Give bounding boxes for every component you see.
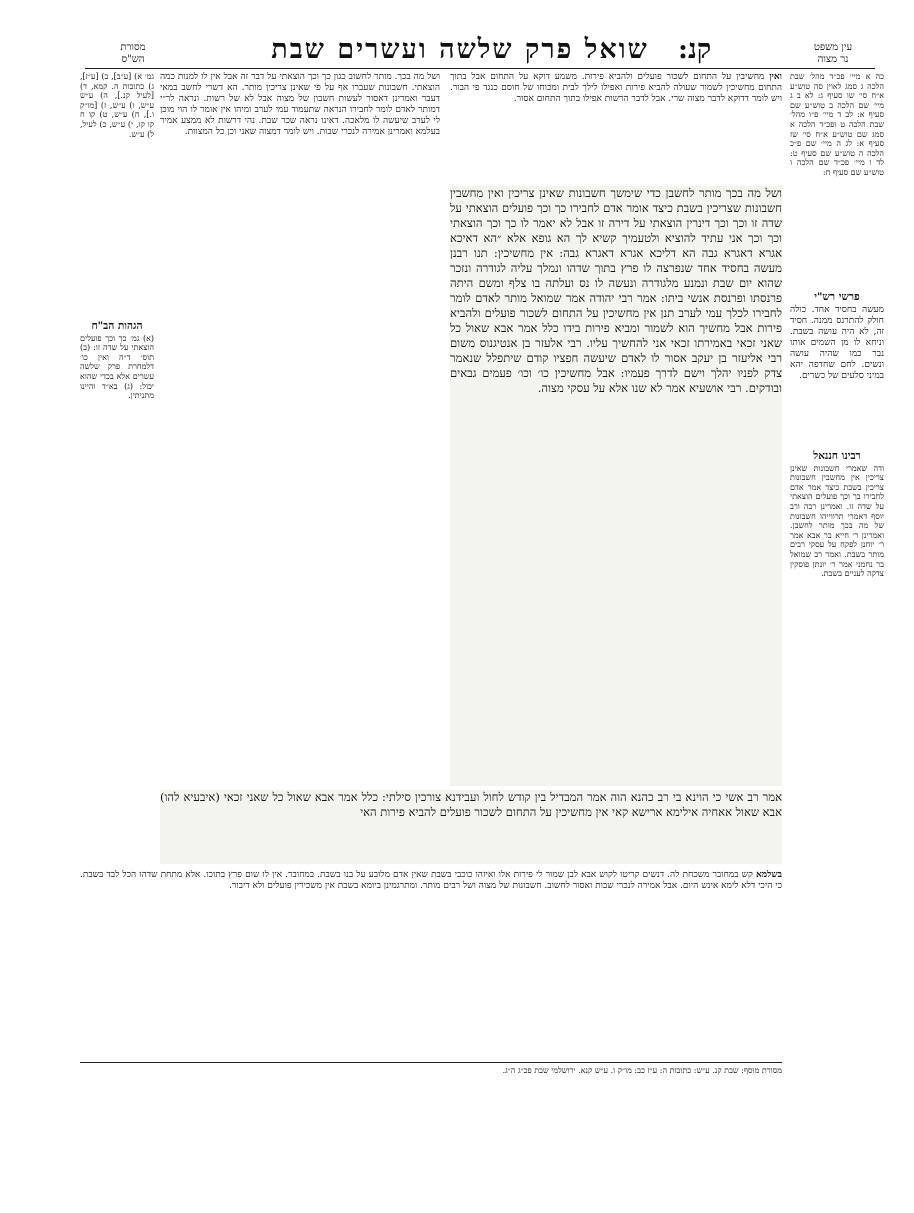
chapter-title: שואל פרק שלשה ועשרים שבת <box>271 34 649 65</box>
rashi-side-column <box>790 288 884 443</box>
hagahot-text: (א) גמ׳ כך וכך פועלים הוצאתי על שדה זו: (ב) תוס׳ ד״ה ואין כו׳ דלמחרת פרק שלשה עשרים אלא בכדי שהוא יכול: (ג) בא״ד והיינו מתניתין. <box>80 333 154 401</box>
commentary-top-label: ואין <box>769 72 782 82</box>
tosafot-column <box>160 72 440 788</box>
rashi-side-header: פרשי רש"י <box>814 291 860 303</box>
hagahot-header: הגהות הב"ח <box>91 320 143 332</box>
ein-mishpat-label-line2: נר מצוה <box>817 54 849 65</box>
ein-mishpat-column <box>790 72 884 282</box>
ein-mishpat-text: כה א מיי׳ פכ״ד מהל׳ שבת הלכה ג סמג לאוין סה טוש״ע א״ח סי׳ שו סעיף ג: לא ב ג מיי׳ שם הלכה ב טוש״ע שם סעיף א: לב ד מיי׳ פ״ו מהל׳ שבת הלכה ט ופכ״ד הלכה א סמג שם טוש״ע א״ח סי׳ שז סעיף א: לג ה מיי׳ שם פ״כ הלכה ה טוש״ע שם סעיף ט: לד ו מיי׳ פכ״ד שם הלכה ו טוש״ע שם סעיף ח: <box>790 72 884 177</box>
rabbenu-hananel-text: ודה שאמרי חשבונות שאינן צריכין אין מחשבין חשבונות צריכין בשבת כיצד אמר אדם לחבירו בך וכך פועלים הוצאתי על שדה זו. ואמרינן רבה ורב יוסף דאמרי תרווייהו חשבונות של מה בכך מותר לחשבן. ואמרינן ר׳ חייא בר אבא אמר ר׳ יוחנן לפקח על עסקי רבים מותר בשבת. ואמר רב שמואל בר נחמני אמר ר׳ יונתן פוסקין צדקה לעניים בשבת. <box>790 463 884 579</box>
masoret-label <box>88 42 178 66</box>
masoret-label-line1: מסורת <box>120 42 146 53</box>
rashi-bottom-text <box>80 870 782 892</box>
daf-number: קנ: <box>678 34 712 65</box>
gemara-bottom-column <box>160 790 782 864</box>
commentary-top-text <box>450 72 782 105</box>
rabbenu-hananel-header: רבינו חננאל <box>813 450 861 462</box>
rashi-side-text: מעשה בחסיד אחד. כולה חולק להתרנס ממנה. חסיד זה, לא היה עושה בשבת. וניחא לו מן השמים אותו נבר כמו שהיה עושה ונשים. לחם שחדפה יהא במיני סלעים של כשרים. <box>790 305 884 381</box>
footnote-rule <box>80 1062 782 1063</box>
tosafot-text: ושל מה בכך. מותר לחשוב כגון כך וכך הוצאתי על דבר זה אבל אין לו למנות כמה הוצאתי. חשבונות שעברו אף על פי שאינן צריכין מותר. הא דשרי לחשב במאי דעבר ואמרינן דאסור לעשות חשבון של מצוה אבל לא של רשות. ונראה לר״י דמותר לאדם לומר לחבירו הנראה שתעמוד עמי לערב ומיהו אין אומר לו הוי מוכן לי לערב שיעשה לו מלאכה. דאינו נראה שכר שבת. נהי דרשות לא ממצע אמיר בעלמא ואמרינן אמירה לנכרי שבות. ויש לומר דמצוה שאני וכן כל המצוות. <box>160 72 440 137</box>
rashi-bottom-label: בשלמא <box>755 870 782 880</box>
commentary-top-column <box>450 72 782 180</box>
masoret-label-line2: הש"ס <box>121 54 145 65</box>
gemara-text: ושל מה בכך מותר לחשבן כדי שימשך חשבונות שאינן צריכין ואין מחשבין חשבונות שצריכין בשבת כיצד אומר אדם לחבירו כך וכך פועלים הוצאתי על שדה זו וכך וכך דינרין הוצאתי על דירה זו אבל לא יאמר לו כך וכך הוצאתי וכך וכך אני עתיד להוציא ולטעמיך קשיא לך הא גופא אלא ״הא דאיכא אגרא דאגרא גבה הא דליכא אגרא דאגרא גבה: אין מחשיכין: תנו רבנן מעשה בחסיד אחד שנפרצה לו פרץ בתוך שדהו ונמלך עליה לגודרה ונזכר שהוא יום שבת ונמנע מלגודרה ונעשה לו נס ועלתה בו צלף ומשם היתה פרנסתו ופרנסת אנשי ביתו: אמר רבי יהודה אמר שמואל מותר לאדם לומר לחבירו לכלך עמי לערב תנן אין מחשיכין על התחום לשכור פועלים ולהביא פירות אבל מחשיך הוא לשמור ומביא פירות בידו כלל אמר אבא שאול כל שאני זכאי באמירתו זכאי אני להחשיך עליו. רבי אלעזר בן אנטיגנוס משום רבי אליעזר בן יעקב אסור לו לאדם שיעשה חפציו קודם שיתפלל שנאמר צדק לפניו יהלך וישם לדרך פעמיו: אבל מחשיכין כו׳ וכו׳ פעמים גבאים ובודקים. רבי אושעיא אמר לא שנו אלא על עסקי מצוה. <box>450 186 782 395</box>
rashi-bottom-column <box>80 870 782 1054</box>
commentary-top-body: מחשיבין על התחום לשכור פועלים ולהביא פירות. משמע דוקא על התחום אבל בתוך התחום מחשיכין לשמור שעולה להביא פירות ואפילו לילך לבית ומכוחו של חוסם כנגד פי הבור. ויש לומר דדוקא לדבר מצוה שרי. אבל לדבר הרשות אפילו בתוך התחום אסור. <box>450 72 782 104</box>
hagahot-column <box>80 318 154 478</box>
ein-mishpat-label-line1: עין משפט <box>813 42 853 53</box>
header-rule <box>85 68 875 69</box>
rabbenu-hananel-column <box>790 448 884 1096</box>
footnote-text: מסורת מוסף: שבת קנ. ע״ש: כתובות ה: ע״ז כב: מו״ק ו. ע״ש קנא. ירושלמי שבת פכ״ג ה״ג. <box>502 1066 782 1075</box>
ein-mishpat-label <box>788 42 878 66</box>
gemara-column <box>450 186 782 786</box>
page-header <box>0 28 914 68</box>
masoret-column <box>80 72 154 312</box>
footnote-column <box>80 1066 782 1110</box>
masoret-text: גמ׳ א) [ע״ב], ב) [ע״ז], ג) כתובות ה. קמא, ד) [לעיל קנ.], ה) ע״ש ע״ש, ו) ע״ש, ז) [מו״ק ו.], ח) ע״ש, ט) קו ח קו קו, י) ע״ש, כ) לעיל, ל) ע״ש. <box>80 72 154 139</box>
gemara-bottom-text: אמר רב אשי כי הוינא בי רב כהנא הוה אמר המבדיל בין קודש לחול ועבידנא צורכין סילתי: כלל אמר אבא שאול כל שאני זכאי (איבעיא להו) אבא שאול אאחיה אילימא ארישא קאי אין מחשיכין על התחום לשכור פועלים להביא פירות האי <box>160 790 782 819</box>
rashi-bottom-body: קש במחובר משכחת לה. דנשים קריטו לקוש אבא לבן שמור לי פירות אלו ואיזהו כוכבי בשבת שאין אדם מלובע על בנו בשבת. במחובר. אין לו שום פרץ בתוכו. אלא מתחת שדהו הכל לבד בשבת. כי היכי דלא לימא אינש היום. אבל אמירה לנכרי שבות ואסור לחשוב. חשבונות של מצוה ושל רבים מותר. ומתרגמינן ביומא בשבת אין משכירין פועלים ולא דיבור. <box>80 870 782 891</box>
